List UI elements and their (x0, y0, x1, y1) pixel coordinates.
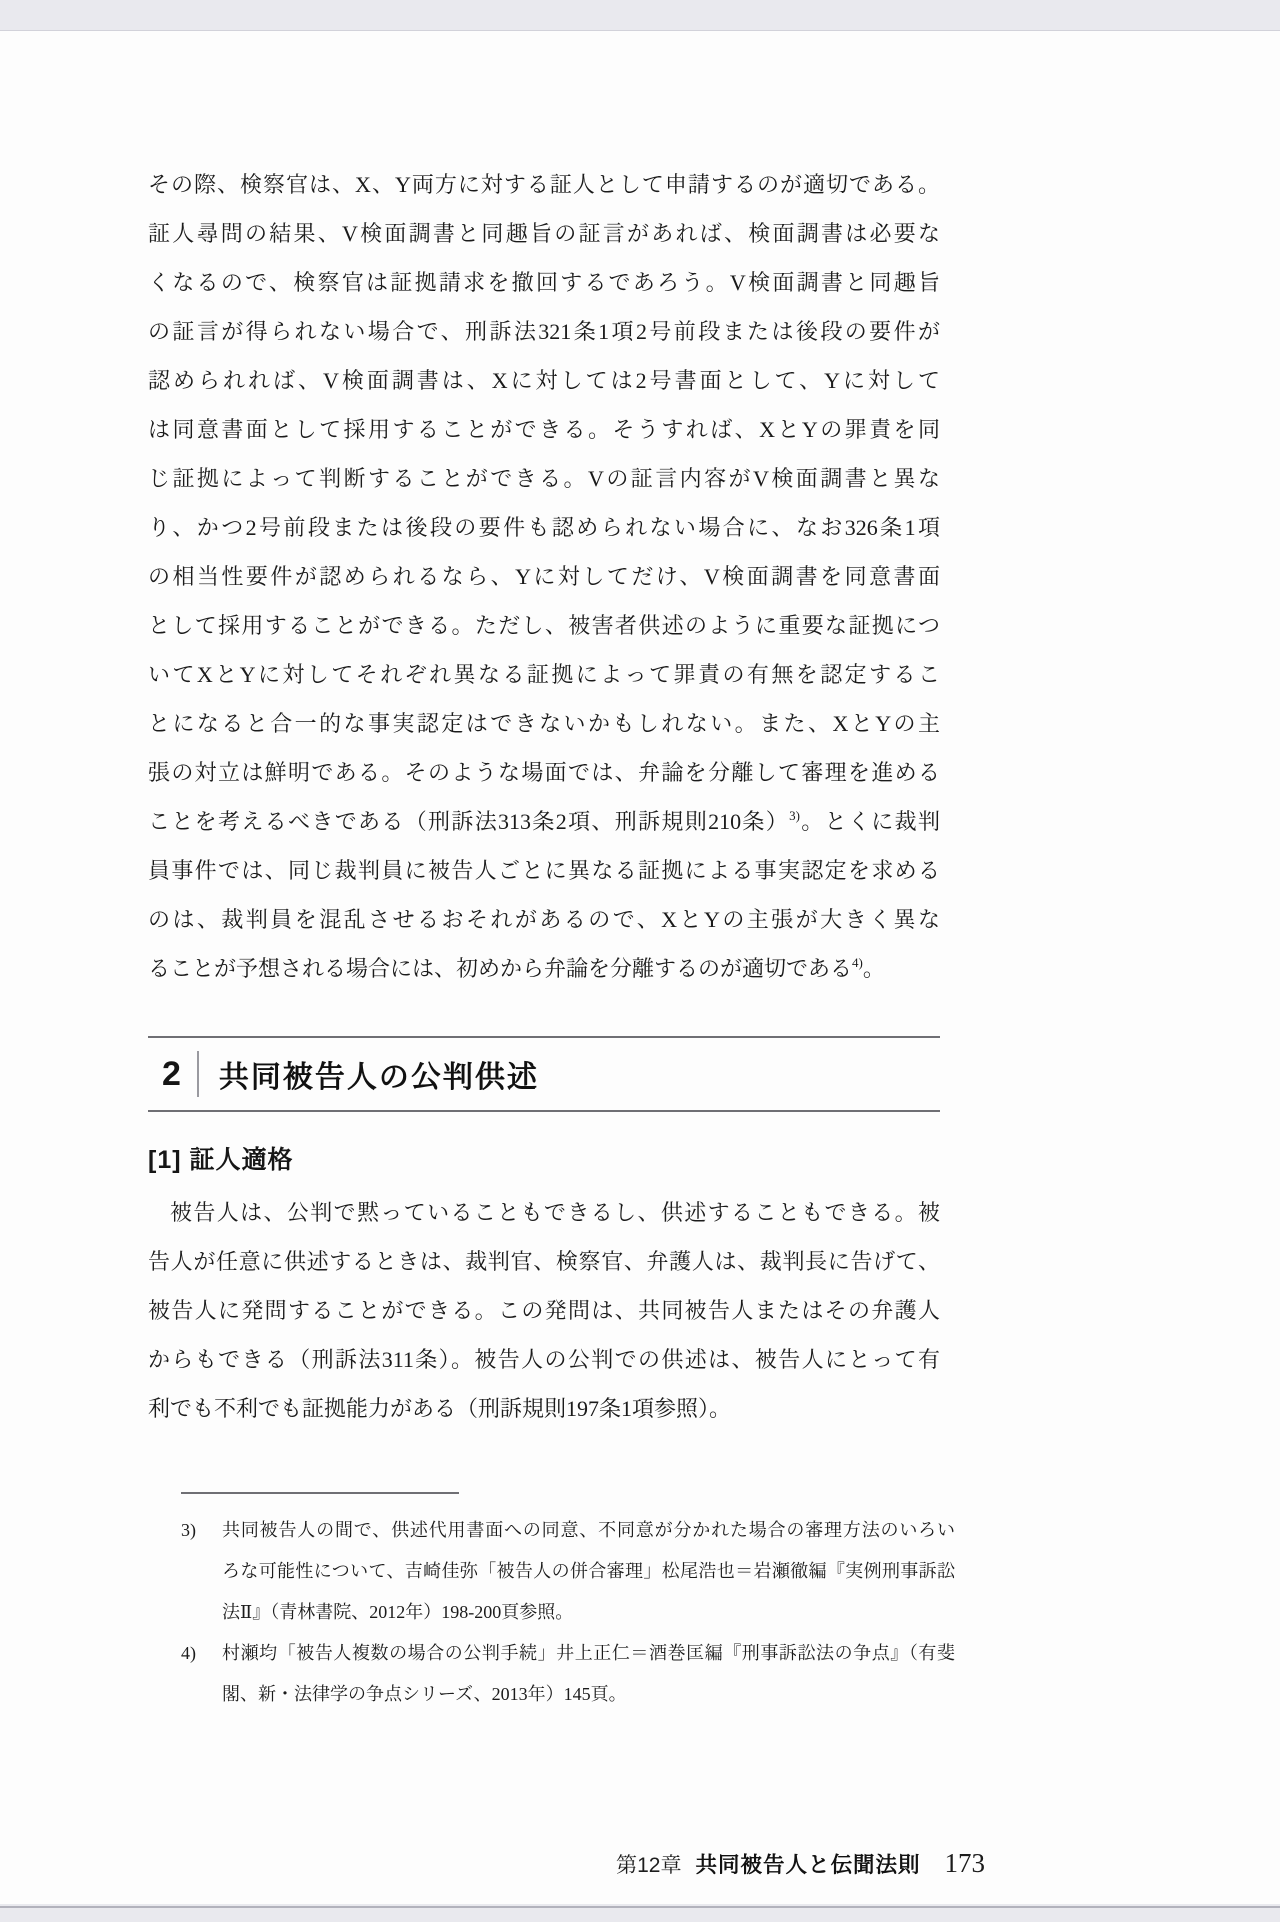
body-paragraph-2 (148, 1188, 940, 1433)
section-heading (148, 1036, 940, 1112)
footnote-number: 4) (181, 1643, 196, 1663)
footnote-text (222, 1510, 955, 1633)
text-line: 告人が任意に供述するときは、裁判官、検察官、弁護人は、裁判長に告げて、 (148, 1249, 940, 1274)
footnote-number: 3) (181, 1520, 196, 1540)
footnote-line: 共同被告人の間で、供述代用書面への同意、不同意が分かれた場合の審理方法のいろい (222, 1520, 955, 1540)
text-line: の相当性要件が認められるなら、Yに対してだけ、V検面調書を同意書面 (148, 564, 940, 589)
text-line: 被告人は、公判で黙っていることもできるし、供述することもできる。被 (170, 1200, 940, 1225)
body-paragraph-1 (148, 160, 940, 993)
footnote-ref: 4) (852, 955, 863, 970)
section-number: 2 (162, 1054, 181, 1093)
text-line: は同意書面として採用することができる。そうすれば、XとYの罪責を同 (148, 417, 940, 442)
text-line: 認められれば、V検面調書は、Xに対しては2号書面として、Yに対して (148, 368, 940, 393)
footnote-ref: 3) (789, 808, 800, 823)
page-footer (616, 1848, 985, 1879)
footnote-line: 村瀬均「被告人複数の場合の公判手続」井上正仁＝酒巻匡編『刑事訴訟法の争点』（有斐 (222, 1643, 955, 1663)
footnote-line: 閣、新・法律学の争点シリーズ、2013年）145頁。 (222, 1684, 627, 1704)
text-line: その際、検察官は、X、Y両方に対する証人として申請するのが適切である。 (148, 172, 940, 197)
text-line: ことを考えるべきである（刑訴法313条2項、刑訴規則210条）$^{3)}$。とくに裁判 (148, 808, 940, 834)
footnote-3 (181, 1510, 955, 1633)
subsection-heading: [1] 証人適格 (148, 1146, 294, 1174)
footnote-line: 法Ⅱ』（青林書院、2012年）198-200頁参照。 (222, 1602, 574, 1622)
text-line: 利でも不利でも証拠能力がある（刑訴規則197条1項参照）。 (148, 1396, 732, 1421)
text-line: のは、裁判員を混乱させるおそれがあるので、XとYの主張が大きく異な (148, 907, 940, 932)
heading-divider (197, 1051, 199, 1097)
text-line: とになると合一的な事実認定はできないかもしれない。また、XとYの主 (148, 711, 940, 736)
text-line: じ証拠によって判断することができる。Vの証言内容がV検面調書と異な (148, 466, 940, 491)
text-line: として採用することができる。ただし、被害者供述のように重要な証拠につ (148, 613, 940, 638)
footnote-line: ろな可能性について、吉崎佳弥「被告人の併合審理」松尾浩也＝岩瀬徹編『実例刑事訴訟 (222, 1561, 955, 1581)
text-line: 被告人に発問することができる。この発問は、共同被告人またはその弁護人 (148, 1298, 940, 1323)
text-line: 員事件では、同じ裁判員に被告人ごとに異なる証拠による事実認定を求める (148, 858, 940, 883)
section-title: 共同被告人の公判供述 (218, 1061, 539, 1094)
text-line: の証言が得られない場合で、刑訴法321条1項2号前段または後段の要件が (148, 319, 940, 344)
footnote-text (222, 1633, 955, 1715)
text-line: くなるので、検察官は証拠請求を撤回するであろう。V検面調書と同趣旨 (148, 270, 940, 295)
footnote-separator (181, 1492, 459, 1494)
chapter-title: 共同被告人と伝聞法則 (695, 1853, 921, 1877)
footnote-4 (181, 1633, 955, 1715)
text-line: 証人尋問の結果、V検面調書と同趣旨の証言があれば、検面調書は必要な (148, 221, 940, 246)
chapter-label: 第12章 (616, 1854, 682, 1877)
text-line: ることが予想される場合には、初めから弁論を分離するのが適切である$^{4)}$。 (148, 955, 885, 981)
text-line: り、かつ2号前段または後段の要件も認められない場合に、なお326条1項 (148, 515, 940, 540)
text-line: 張の対立は鮮明である。そのような場面では、弁論を分離して審理を進める (148, 760, 940, 785)
page-margin-top (0, 0, 1280, 31)
text-line: いてXとYに対してそれぞれ異なる証拠によって罪責の有無を認定するこ (148, 662, 940, 687)
text-line: からもできる（刑訴法311条）。被告人の公判での供述は、被告人にとって有 (148, 1347, 940, 1372)
footnotes-block (181, 1510, 955, 1715)
page-number: 173 (944, 1848, 985, 1878)
